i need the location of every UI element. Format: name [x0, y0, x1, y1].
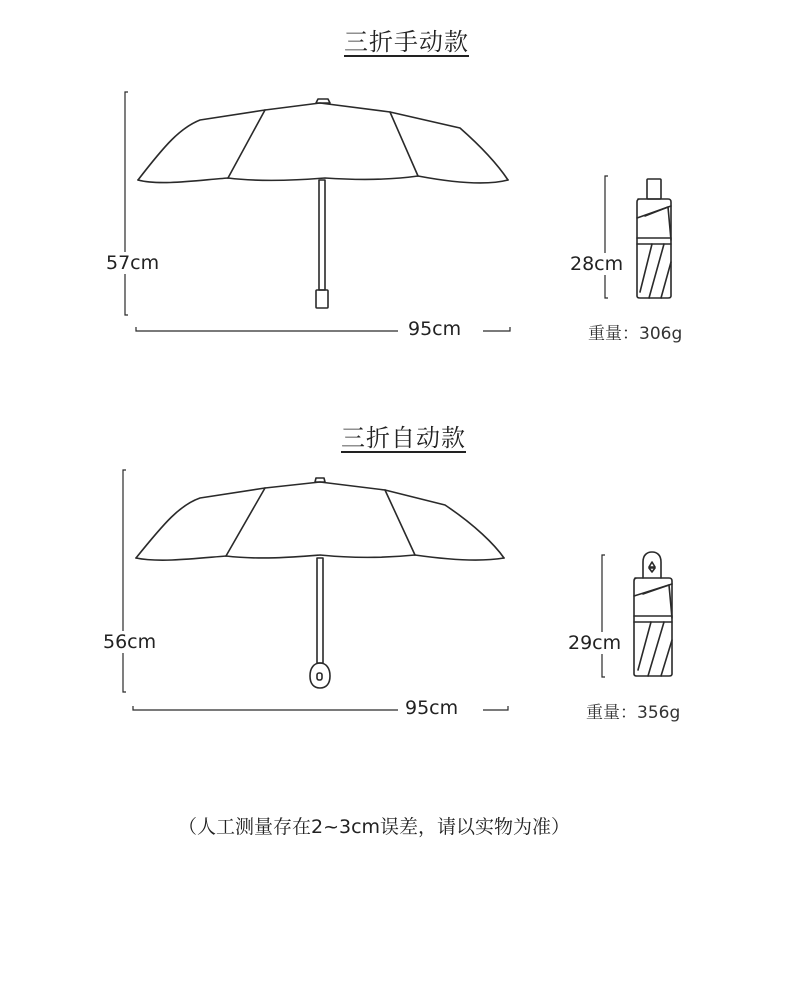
auto-height-dimension-line — [123, 470, 126, 692]
manual-weight-label: 重量：306g — [588, 324, 683, 344]
manual-height-label: 57cm — [106, 252, 160, 274]
manual-section-title: 三折手动款 — [344, 28, 469, 56]
manual-width-label: 95cm — [408, 318, 462, 340]
manual-folded-umbrella — [637, 179, 671, 298]
manual-height-dimension-line — [125, 92, 128, 315]
auto-height-label: 56cm — [103, 631, 157, 653]
auto-section-title: 三折自动款 — [341, 424, 466, 452]
measurement-disclaimer: （人工测量存在2~3cm误差，请以实物为准） — [178, 816, 571, 838]
auto-folded-length-label: 29cm — [568, 632, 622, 654]
auto-weight-label: 重量：356g — [586, 703, 681, 723]
manual-folded-length-label: 28cm — [570, 253, 624, 275]
manual-folded-dimension-line — [605, 176, 608, 298]
auto-width-label: 95cm — [405, 697, 459, 719]
auto-folded-umbrella — [634, 552, 672, 676]
auto-umbrella-open — [136, 478, 504, 688]
auto-folded-dimension-line — [602, 555, 605, 677]
manual-umbrella-open — [138, 99, 508, 308]
